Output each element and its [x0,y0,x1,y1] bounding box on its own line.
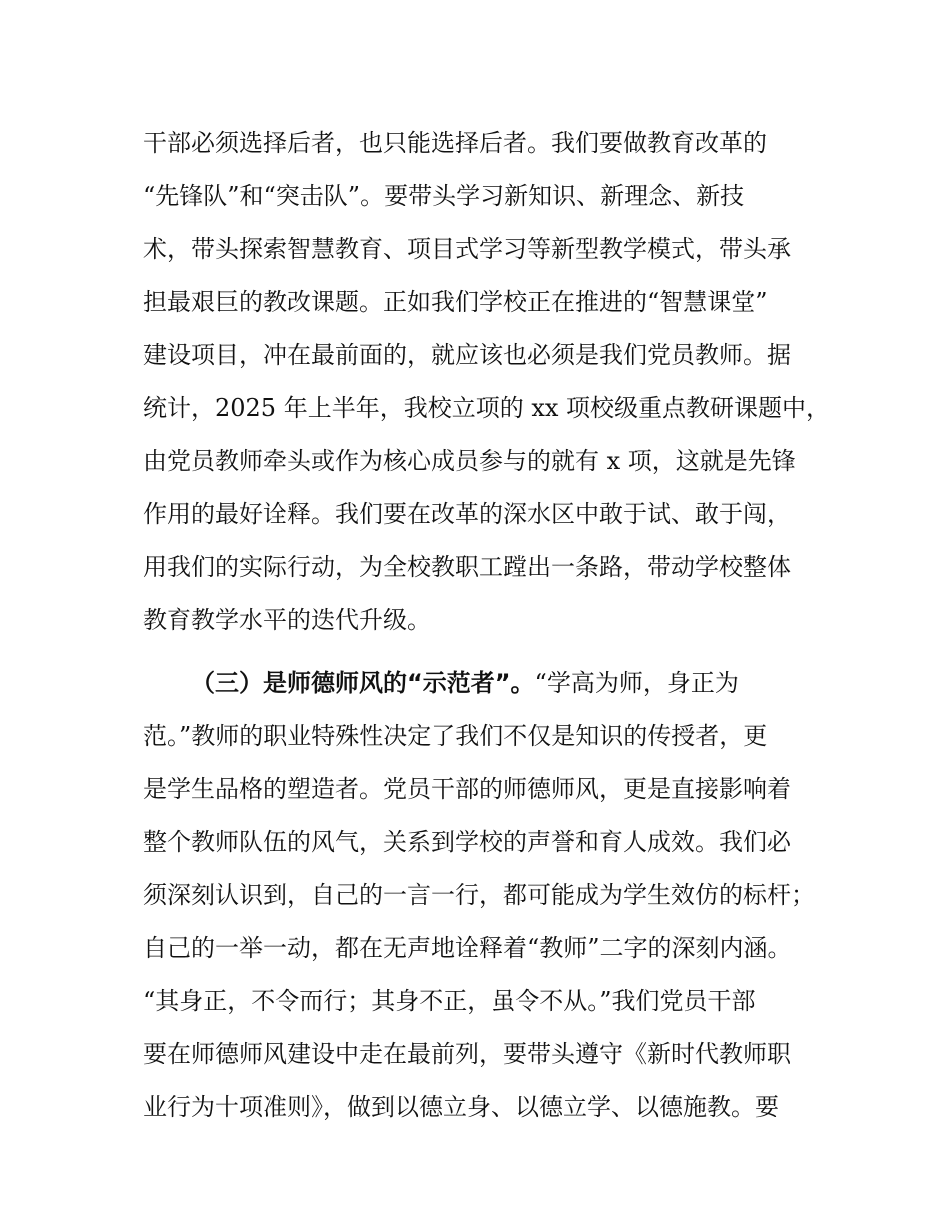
body-text-line: 统计，2025 年上半年，我校立项的 xx 项校级重点教研课题中， [143,394,831,422]
body-text-line: “先锋队”和“突击队”。要带头学习新知识、新理念、新技 [143,182,745,210]
section-heading-line [191,665,739,701]
body-text-line: “学高为师，身正为 [534,669,739,697]
body-text-line: 要在师德师风建设中走在最前列，要带头遵守《新时代教师职 [143,1040,791,1068]
body-text-line: 是学生品格的塑造者。党员干部的师德师风，更是直接影响着 [143,775,791,803]
body-text-line: 术，带头探索智慧教育、项目式学习等新型教学模式，带头承 [143,235,791,263]
body-text-line: “其身正，不令而行；其身不正，虽令不从。”我们党员干部 [143,987,756,1015]
body-text-line: 范。”教师的职业特殊性决定了我们不仅是知识的传授者，更 [143,722,768,750]
body-text-line: 须深刻认识到，自己的一言一行，都可能成为学生效仿的标杆； [143,881,815,909]
body-text-line: 干部必须选择后者，也只能选择后者。我们要做教育改革的 [143,129,767,157]
body-text-line: 作用的最好诠释。我们要在改革的深水区中敢于试、敢于闯， [143,500,791,528]
body-text-line: 由党员教师牵头或作为核心成员参与的就有 x 项，这就是先锋 [143,447,796,475]
body-text-line: 自己的一举一动，都在无声地诠释着“教师”二字的深刻内涵。 [143,934,792,962]
body-text-line: 用我们的实际行动，为全校教职工蹚出一条路，带动学校整体 [143,553,791,581]
body-text-line: 建设项目，冲在最前面的，就应该也必须是我们党员教师。据 [143,341,791,369]
body-text-line: 业行为十项准则》，做到以德立身、以德立学、以德施教。要 [143,1093,779,1121]
body-text-line: 担最艰巨的教改课题。正如我们学校正在推进的“智慧课堂” [143,288,768,316]
body-text-line: 教育教学水平的迭代升级。 [143,606,431,634]
section-heading: （三）是师德师风的“示范者”。 [191,669,535,697]
body-text-line: 整个教师队伍的风气，关系到学校的声誉和育人成效。我们必 [143,828,791,856]
